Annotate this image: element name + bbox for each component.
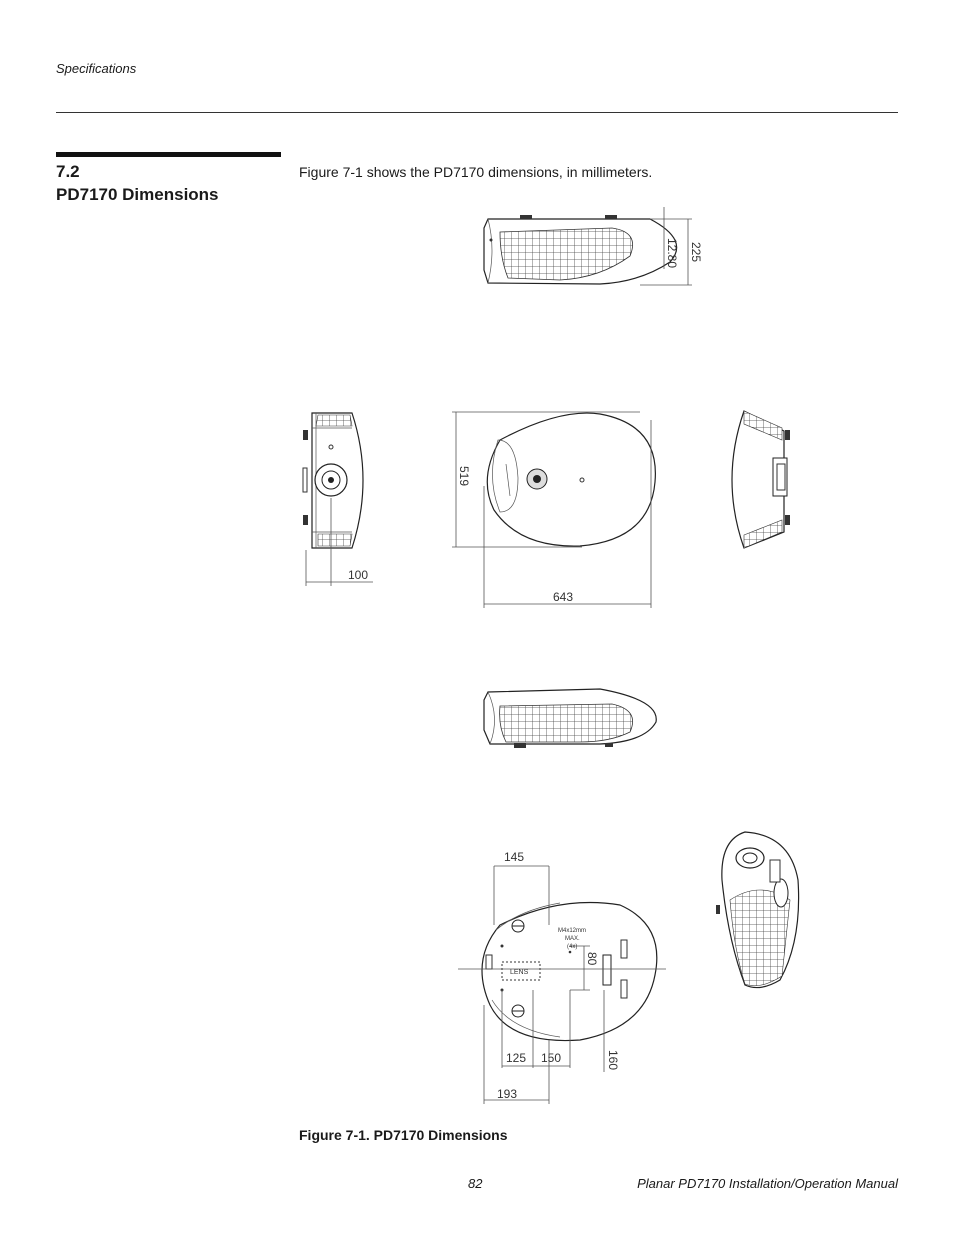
dim-100: 100 bbox=[348, 568, 369, 582]
dim-160: 160 bbox=[606, 1050, 620, 1071]
dim-145: 145 bbox=[504, 850, 525, 864]
top-view bbox=[487, 413, 655, 546]
dim-125: 125 bbox=[506, 1051, 527, 1065]
rear-view bbox=[732, 411, 790, 548]
side-view-bottom bbox=[484, 689, 656, 748]
dim-12-80: 12.80 bbox=[665, 238, 679, 269]
mount-note-line2: MAX. bbox=[565, 936, 580, 942]
mount-note-line3: (4x) bbox=[567, 944, 578, 950]
bottom-view bbox=[482, 903, 657, 1041]
dim-150: 150 bbox=[541, 1051, 562, 1065]
intro-text: Figure 7-1 shows the PD7170 dimensions, in millimeters. bbox=[299, 164, 653, 180]
running-header: Specifications bbox=[56, 61, 137, 76]
lens-label: LENS bbox=[510, 969, 529, 976]
side-view-top bbox=[484, 215, 677, 284]
dim-643: 643 bbox=[553, 590, 574, 604]
section-title: PD7170 Dimensions bbox=[56, 185, 219, 204]
isometric-view bbox=[716, 832, 799, 988]
figure-caption: Figure 7-1. PD7170 Dimensions bbox=[299, 1127, 508, 1143]
dim-193: 193 bbox=[497, 1087, 518, 1101]
page-number: 82 bbox=[468, 1176, 483, 1191]
manual-title: Planar PD7170 Installation/Operation Manual bbox=[637, 1176, 898, 1191]
dim-519: 519 bbox=[457, 466, 471, 487]
front-view bbox=[303, 413, 363, 548]
mount-note-line1: M4x12mm bbox=[558, 928, 587, 934]
section-number: 7.2 bbox=[56, 162, 80, 181]
dim-225: 225 bbox=[689, 242, 703, 263]
dim-80: 80 bbox=[585, 952, 599, 966]
